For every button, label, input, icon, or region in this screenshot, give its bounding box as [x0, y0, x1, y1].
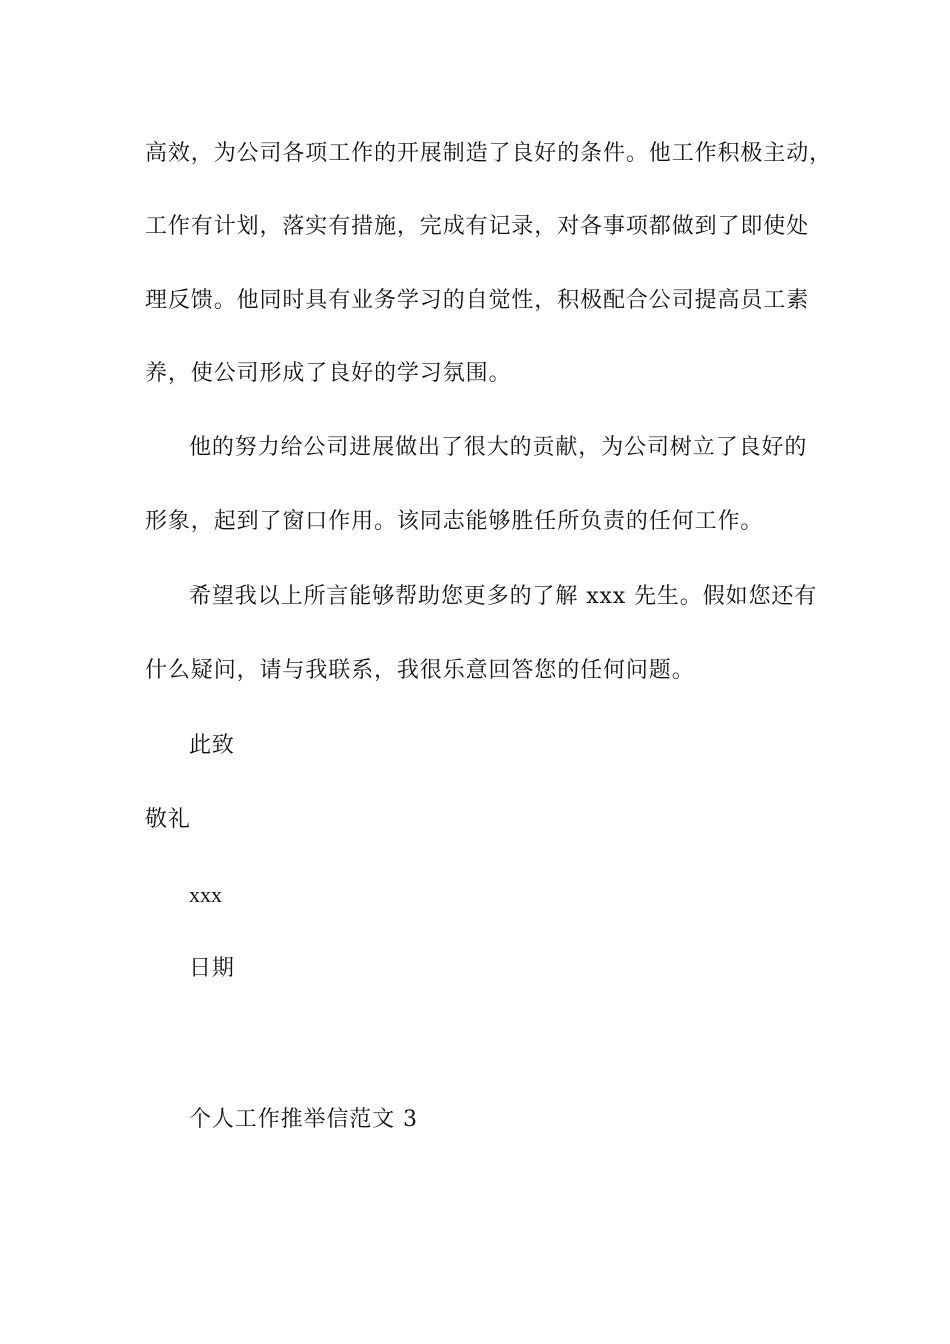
- paragraph-1-line-3: 理反馈。他同时具有业务学习的自觉性，积极配合公司提高员工素: [145, 288, 810, 313]
- paragraph-1-line-4: 养，使公司形成了良好的学习氛围。: [145, 361, 512, 386]
- paragraph-2-line-1: 他的努力给公司进展做出了很大的贡献，为公司树立了良好的: [189, 435, 808, 460]
- paragraph-1-line-1: 高效，为公司各项工作的开展制造了良好的条件。他工作积极主动，: [145, 141, 833, 166]
- salutation: 敬礼: [145, 807, 191, 832]
- closing: 此致: [189, 733, 235, 758]
- paragraph-2-line-2: 形象，起到了窗口作用。该同志能够胜任所负责的任何工作。: [145, 509, 764, 534]
- paragraph-1-line-2: 工作有计划，落实有措施，完成有记录，对各事项都做到了即使处: [145, 214, 810, 239]
- date: 日期: [189, 956, 235, 981]
- signature: xxx: [189, 882, 222, 907]
- next-section-title: 个人工作推举信范文 3: [189, 1107, 418, 1132]
- paragraph-3-line-1: 希望我以上所言能够帮助您更多的了解 xxx 先生。假如您还有: [189, 584, 818, 609]
- paragraph-3-line-2: 什么疑问，请与我联系，我很乐意回答您的任何问题。: [145, 658, 695, 683]
